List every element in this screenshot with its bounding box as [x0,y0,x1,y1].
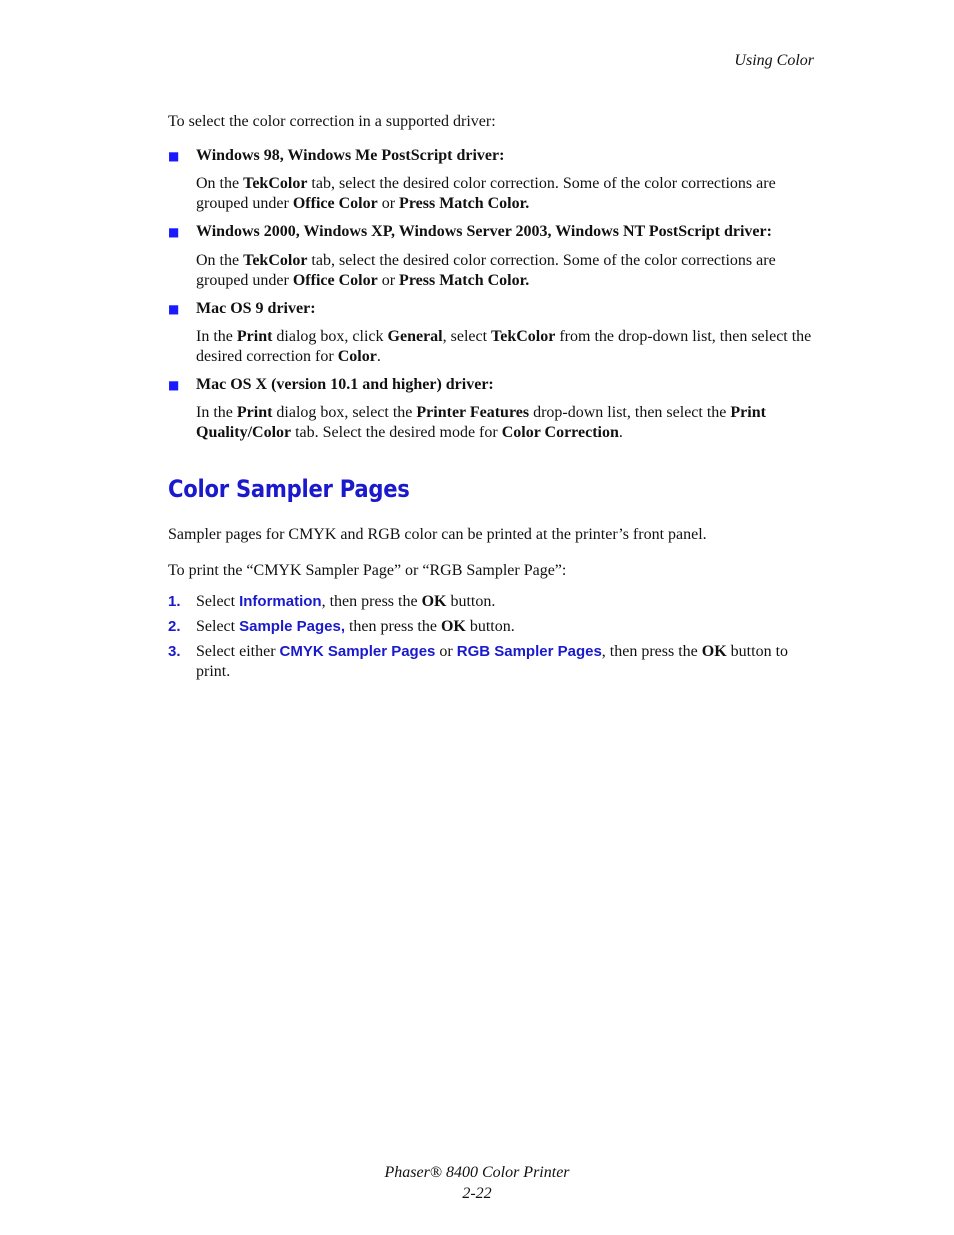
footer-page-number: 2-22 [462,1185,492,1202]
step-number: 2. [168,618,181,635]
square-bullet-icon: ■ [168,378,180,392]
bold-term: Print [236,404,273,421]
bold-term: Color [337,348,377,365]
bold-term: Print Quality/Color [196,404,766,441]
step-text: Select either CMYK Sampler Pages or RGB Sampler Pages, then press the OK button to print. [196,643,789,680]
section-heading: Color Sampler Pages [168,475,410,503]
step-text: Select Information, then press the OK button. [196,593,496,610]
panel-menu-term: CMYK Sampler Pages [279,643,436,660]
step-number: 3. [168,643,181,660]
square-bullet-icon: ■ [168,149,180,163]
step-text: Select Sample Pages, then press the OK button. [196,618,515,635]
driver-title: Windows 98, Windows Me PostScript driver: [196,147,505,164]
square-bullet-icon: ■ [168,302,180,316]
intro-paragraph: To select the color correction in a supported driver: [168,113,496,130]
driver-body: In the Print dialog box, select the Printer Features drop-down list, then select the Print Quality/Color tab. Select the desired mode for Color Correction. [196,404,766,441]
driver-title: Windows 2000, Windows XP, Windows Server 2003, Windows NT PostScript driver: [196,223,772,240]
print-paragraph: To print the “CMYK Sampler Page” or “RGB Sampler Page”: [168,562,567,579]
panel-menu-term: Information [239,593,322,610]
bold-term: General [387,328,443,345]
driver-title: Mac OS 9 driver: [196,300,316,317]
step-number: 1. [168,593,181,610]
bold-term: Office Color [292,272,378,289]
bold-term: OK [701,643,727,660]
bold-term: Color Correction [501,424,619,441]
panel-menu-term: RGB Sampler Pages [456,643,602,660]
bold-term: Office Color [292,195,378,212]
bold-term: Print [236,328,273,345]
panel-menu-term: Sample Pages, [239,618,345,635]
running-header: Using Color [734,52,814,69]
bold-term: TekColor [243,252,308,269]
bold-term: Press Match Color. [399,272,530,289]
bold-term: OK [421,593,447,610]
sampler-paragraph: Sampler pages for CMYK and RGB color can be printed at the printer’s front panel. [168,526,707,543]
driver-body: On the TekColor tab, select the desired color correction. Some of the color corrections are grouped under Office Color or Press Match Color. [196,175,776,212]
bold-term: TekColor [243,175,308,192]
footer-product: Phaser® 8400 Color Printer [384,1164,570,1181]
bold-term: Press Match Color. [399,195,530,212]
driver-title: Mac OS X (version 10.1 and higher) driver: [196,376,494,393]
bold-term: Printer Features [416,404,530,421]
bold-term: TekColor [491,328,556,345]
driver-body: In the Print dialog box, click General, select TekColor from the drop-down list, then select the desired correction for Color. [196,328,812,365]
square-bullet-icon: ■ [168,225,180,239]
bold-term: OK [440,618,466,635]
driver-body: On the TekColor tab, select the desired color correction. Some of the color corrections are grouped under Office Color or Press Match Color. [196,252,776,289]
